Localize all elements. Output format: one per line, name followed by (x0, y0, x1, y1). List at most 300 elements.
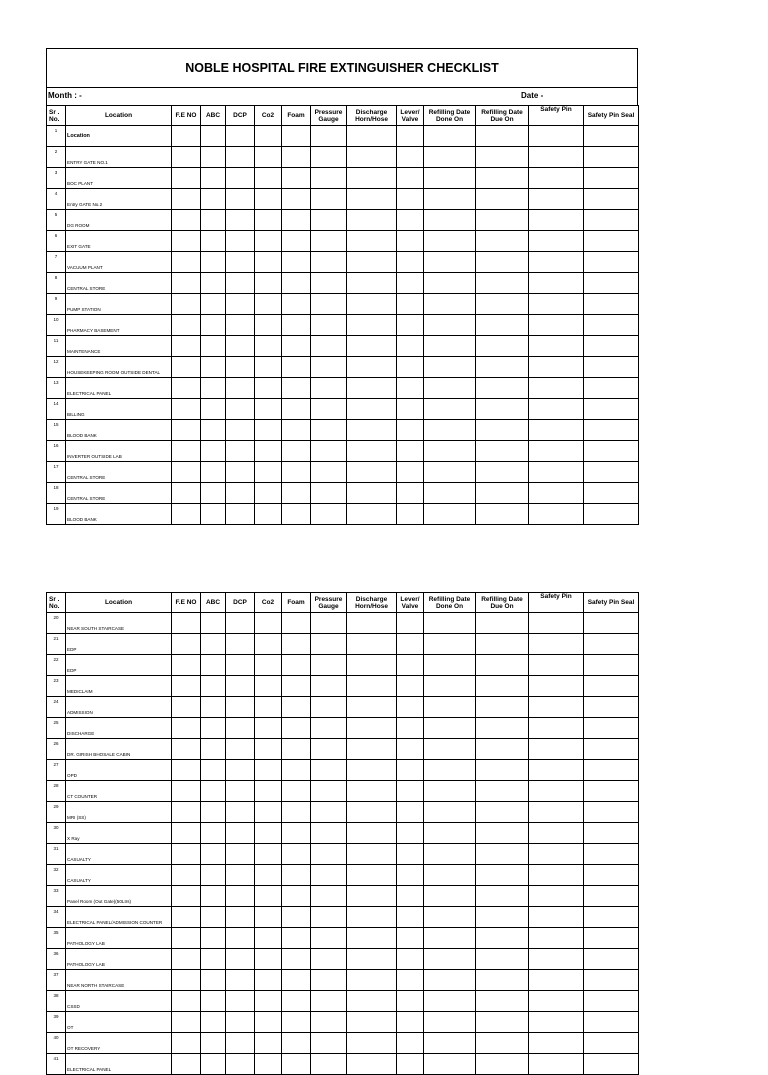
check-cell[interactable] (172, 655, 201, 676)
check-cell[interactable] (255, 399, 282, 420)
check-cell[interactable] (226, 420, 255, 441)
check-cell[interactable] (172, 483, 201, 504)
check-cell[interactable] (282, 949, 311, 970)
check-cell[interactable] (529, 970, 584, 991)
check-cell[interactable] (347, 336, 397, 357)
check-cell[interactable] (529, 210, 584, 231)
check-cell[interactable] (476, 823, 529, 844)
check-cell[interactable] (282, 399, 311, 420)
check-cell[interactable] (201, 231, 226, 252)
check-cell[interactable] (476, 949, 529, 970)
check-cell[interactable] (347, 760, 397, 781)
check-cell[interactable] (397, 168, 424, 189)
check-cell[interactable] (226, 718, 255, 739)
check-cell[interactable] (347, 483, 397, 504)
check-cell[interactable] (201, 294, 226, 315)
check-cell[interactable] (529, 613, 584, 634)
check-cell[interactable] (226, 168, 255, 189)
check-cell[interactable] (282, 483, 311, 504)
check-cell[interactable] (584, 336, 639, 357)
check-cell[interactable] (584, 252, 639, 273)
check-cell[interactable] (172, 210, 201, 231)
check-cell[interactable] (172, 1012, 201, 1033)
check-cell[interactable] (347, 1012, 397, 1033)
check-cell[interactable] (529, 802, 584, 823)
check-cell[interactable] (476, 739, 529, 760)
check-cell[interactable] (172, 991, 201, 1012)
check-cell[interactable] (226, 760, 255, 781)
check-cell[interactable] (226, 697, 255, 718)
check-cell[interactable] (347, 907, 397, 928)
check-cell[interactable] (584, 147, 639, 168)
check-cell[interactable] (282, 928, 311, 949)
check-cell[interactable] (584, 886, 639, 907)
check-cell[interactable] (584, 781, 639, 802)
check-cell[interactable] (282, 844, 311, 865)
check-cell[interactable] (255, 802, 282, 823)
check-cell[interactable] (424, 420, 476, 441)
check-cell[interactable] (529, 399, 584, 420)
check-cell[interactable] (424, 189, 476, 210)
check-cell[interactable] (529, 462, 584, 483)
check-cell[interactable] (311, 483, 347, 504)
check-cell[interactable] (424, 886, 476, 907)
check-cell[interactable] (397, 210, 424, 231)
check-cell[interactable] (397, 504, 424, 525)
check-cell[interactable] (255, 928, 282, 949)
check-cell[interactable] (311, 676, 347, 697)
check-cell[interactable] (347, 949, 397, 970)
check-cell[interactable] (311, 1054, 347, 1075)
check-cell[interactable] (584, 189, 639, 210)
check-cell[interactable] (529, 504, 584, 525)
check-cell[interactable] (282, 655, 311, 676)
check-cell[interactable] (282, 634, 311, 655)
check-cell[interactable] (255, 1054, 282, 1075)
check-cell[interactable] (397, 823, 424, 844)
check-cell[interactable] (311, 802, 347, 823)
check-cell[interactable] (172, 844, 201, 865)
check-cell[interactable] (476, 886, 529, 907)
check-cell[interactable] (397, 844, 424, 865)
check-cell[interactable] (347, 844, 397, 865)
check-cell[interactable] (255, 441, 282, 462)
check-cell[interactable] (584, 655, 639, 676)
check-cell[interactable] (226, 676, 255, 697)
check-cell[interactable] (584, 970, 639, 991)
check-cell[interactable] (226, 844, 255, 865)
check-cell[interactable] (584, 399, 639, 420)
check-cell[interactable] (201, 886, 226, 907)
check-cell[interactable] (584, 168, 639, 189)
check-cell[interactable] (311, 718, 347, 739)
check-cell[interactable] (476, 273, 529, 294)
check-cell[interactable] (201, 315, 226, 336)
check-cell[interactable] (424, 634, 476, 655)
check-cell[interactable] (255, 294, 282, 315)
check-cell[interactable] (311, 420, 347, 441)
check-cell[interactable] (311, 949, 347, 970)
check-cell[interactable] (172, 420, 201, 441)
check-cell[interactable] (201, 273, 226, 294)
check-cell[interactable] (172, 949, 201, 970)
check-cell[interactable] (255, 504, 282, 525)
check-cell[interactable] (226, 252, 255, 273)
check-cell[interactable] (584, 865, 639, 886)
check-cell[interactable] (424, 441, 476, 462)
check-cell[interactable] (172, 781, 201, 802)
check-cell[interactable] (424, 865, 476, 886)
check-cell[interactable] (397, 949, 424, 970)
check-cell[interactable] (226, 504, 255, 525)
check-cell[interactable] (311, 273, 347, 294)
check-cell[interactable] (201, 760, 226, 781)
check-cell[interactable] (397, 970, 424, 991)
check-cell[interactable] (201, 504, 226, 525)
check-cell[interactable] (172, 1033, 201, 1054)
check-cell[interactable] (424, 231, 476, 252)
check-cell[interactable] (226, 147, 255, 168)
check-cell[interactable] (201, 126, 226, 147)
check-cell[interactable] (172, 697, 201, 718)
check-cell[interactable] (201, 991, 226, 1012)
check-cell[interactable] (172, 189, 201, 210)
check-cell[interactable] (584, 991, 639, 1012)
check-cell[interactable] (347, 294, 397, 315)
check-cell[interactable] (529, 189, 584, 210)
check-cell[interactable] (255, 781, 282, 802)
check-cell[interactable] (311, 441, 347, 462)
check-cell[interactable] (226, 613, 255, 634)
check-cell[interactable] (226, 886, 255, 907)
check-cell[interactable] (424, 252, 476, 273)
check-cell[interactable] (529, 739, 584, 760)
check-cell[interactable] (397, 441, 424, 462)
check-cell[interactable] (529, 231, 584, 252)
check-cell[interactable] (282, 441, 311, 462)
check-cell[interactable] (172, 231, 201, 252)
check-cell[interactable] (584, 357, 639, 378)
check-cell[interactable] (311, 504, 347, 525)
check-cell[interactable] (172, 907, 201, 928)
check-cell[interactable] (201, 168, 226, 189)
check-cell[interactable] (529, 781, 584, 802)
check-cell[interactable] (397, 760, 424, 781)
check-cell[interactable] (226, 441, 255, 462)
check-cell[interactable] (255, 210, 282, 231)
check-cell[interactable] (172, 634, 201, 655)
check-cell[interactable] (311, 991, 347, 1012)
check-cell[interactable] (347, 634, 397, 655)
check-cell[interactable] (172, 462, 201, 483)
check-cell[interactable] (226, 907, 255, 928)
check-cell[interactable] (529, 252, 584, 273)
check-cell[interactable] (424, 928, 476, 949)
check-cell[interactable] (255, 970, 282, 991)
check-cell[interactable] (282, 739, 311, 760)
check-cell[interactable] (584, 1033, 639, 1054)
check-cell[interactable] (172, 739, 201, 760)
check-cell[interactable] (226, 802, 255, 823)
check-cell[interactable] (529, 949, 584, 970)
check-cell[interactable] (584, 613, 639, 634)
check-cell[interactable] (282, 718, 311, 739)
check-cell[interactable] (584, 378, 639, 399)
check-cell[interactable] (311, 886, 347, 907)
check-cell[interactable] (424, 907, 476, 928)
check-cell[interactable] (584, 294, 639, 315)
check-cell[interactable] (424, 147, 476, 168)
check-cell[interactable] (226, 823, 255, 844)
check-cell[interactable] (424, 462, 476, 483)
check-cell[interactable] (529, 1033, 584, 1054)
check-cell[interactable] (347, 991, 397, 1012)
check-cell[interactable] (424, 970, 476, 991)
check-cell[interactable] (172, 865, 201, 886)
check-cell[interactable] (255, 739, 282, 760)
check-cell[interactable] (584, 273, 639, 294)
check-cell[interactable] (397, 420, 424, 441)
check-cell[interactable] (529, 441, 584, 462)
check-cell[interactable] (476, 928, 529, 949)
check-cell[interactable] (397, 802, 424, 823)
check-cell[interactable] (226, 210, 255, 231)
check-cell[interactable] (201, 781, 226, 802)
check-cell[interactable] (311, 378, 347, 399)
check-cell[interactable] (529, 760, 584, 781)
check-cell[interactable] (282, 189, 311, 210)
check-cell[interactable] (311, 760, 347, 781)
check-cell[interactable] (424, 483, 476, 504)
check-cell[interactable] (476, 189, 529, 210)
check-cell[interactable] (476, 315, 529, 336)
check-cell[interactable] (172, 760, 201, 781)
check-cell[interactable] (282, 294, 311, 315)
check-cell[interactable] (424, 336, 476, 357)
check-cell[interactable] (172, 1054, 201, 1075)
check-cell[interactable] (282, 970, 311, 991)
check-cell[interactable] (529, 718, 584, 739)
check-cell[interactable] (529, 928, 584, 949)
check-cell[interactable] (424, 697, 476, 718)
check-cell[interactable] (424, 210, 476, 231)
check-cell[interactable] (476, 697, 529, 718)
check-cell[interactable] (347, 273, 397, 294)
check-cell[interactable] (476, 991, 529, 1012)
check-cell[interactable] (397, 147, 424, 168)
check-cell[interactable] (311, 823, 347, 844)
check-cell[interactable] (226, 865, 255, 886)
check-cell[interactable] (311, 844, 347, 865)
check-cell[interactable] (282, 697, 311, 718)
check-cell[interactable] (529, 483, 584, 504)
check-cell[interactable] (347, 613, 397, 634)
check-cell[interactable] (424, 676, 476, 697)
check-cell[interactable] (255, 378, 282, 399)
check-cell[interactable] (424, 655, 476, 676)
check-cell[interactable] (424, 1012, 476, 1033)
check-cell[interactable] (311, 252, 347, 273)
check-cell[interactable] (172, 357, 201, 378)
check-cell[interactable] (347, 1033, 397, 1054)
check-cell[interactable] (397, 483, 424, 504)
check-cell[interactable] (226, 126, 255, 147)
check-cell[interactable] (476, 634, 529, 655)
check-cell[interactable] (255, 865, 282, 886)
check-cell[interactable] (397, 781, 424, 802)
check-cell[interactable] (255, 147, 282, 168)
check-cell[interactable] (311, 336, 347, 357)
check-cell[interactable] (476, 147, 529, 168)
check-cell[interactable] (476, 907, 529, 928)
check-cell[interactable] (397, 357, 424, 378)
check-cell[interactable] (201, 655, 226, 676)
check-cell[interactable] (476, 168, 529, 189)
check-cell[interactable] (311, 168, 347, 189)
check-cell[interactable] (476, 420, 529, 441)
check-cell[interactable] (226, 294, 255, 315)
check-cell[interactable] (424, 781, 476, 802)
check-cell[interactable] (347, 189, 397, 210)
check-cell[interactable] (476, 1012, 529, 1033)
check-cell[interactable] (424, 739, 476, 760)
check-cell[interactable] (172, 252, 201, 273)
check-cell[interactable] (347, 315, 397, 336)
check-cell[interactable] (347, 147, 397, 168)
check-cell[interactable] (255, 823, 282, 844)
check-cell[interactable] (347, 420, 397, 441)
check-cell[interactable] (476, 802, 529, 823)
check-cell[interactable] (255, 718, 282, 739)
check-cell[interactable] (347, 231, 397, 252)
check-cell[interactable] (255, 231, 282, 252)
check-cell[interactable] (282, 315, 311, 336)
check-cell[interactable] (476, 210, 529, 231)
check-cell[interactable] (347, 718, 397, 739)
check-cell[interactable] (226, 970, 255, 991)
check-cell[interactable] (282, 504, 311, 525)
check-cell[interactable] (201, 1033, 226, 1054)
check-cell[interactable] (529, 865, 584, 886)
check-cell[interactable] (424, 357, 476, 378)
check-cell[interactable] (226, 462, 255, 483)
check-cell[interactable] (347, 886, 397, 907)
check-cell[interactable] (311, 126, 347, 147)
check-cell[interactable] (172, 294, 201, 315)
check-cell[interactable] (282, 357, 311, 378)
check-cell[interactable] (476, 231, 529, 252)
check-cell[interactable] (397, 315, 424, 336)
check-cell[interactable] (424, 802, 476, 823)
check-cell[interactable] (476, 441, 529, 462)
check-cell[interactable] (311, 613, 347, 634)
check-cell[interactable] (201, 907, 226, 928)
check-cell[interactable] (424, 1054, 476, 1075)
check-cell[interactable] (201, 462, 226, 483)
check-cell[interactable] (529, 991, 584, 1012)
check-cell[interactable] (201, 718, 226, 739)
check-cell[interactable] (172, 399, 201, 420)
check-cell[interactable] (172, 273, 201, 294)
check-cell[interactable] (476, 462, 529, 483)
check-cell[interactable] (311, 294, 347, 315)
check-cell[interactable] (397, 613, 424, 634)
check-cell[interactable] (584, 739, 639, 760)
check-cell[interactable] (282, 676, 311, 697)
check-cell[interactable] (201, 802, 226, 823)
check-cell[interactable] (282, 1054, 311, 1075)
check-cell[interactable] (397, 336, 424, 357)
check-cell[interactable] (172, 886, 201, 907)
check-cell[interactable] (347, 210, 397, 231)
check-cell[interactable] (397, 655, 424, 676)
check-cell[interactable] (424, 823, 476, 844)
check-cell[interactable] (226, 655, 255, 676)
check-cell[interactable] (172, 928, 201, 949)
check-cell[interactable] (584, 210, 639, 231)
check-cell[interactable] (311, 357, 347, 378)
check-cell[interactable] (584, 504, 639, 525)
check-cell[interactable] (311, 189, 347, 210)
check-cell[interactable] (311, 231, 347, 252)
check-cell[interactable] (529, 378, 584, 399)
check-cell[interactable] (397, 928, 424, 949)
check-cell[interactable] (201, 147, 226, 168)
check-cell[interactable] (476, 378, 529, 399)
check-cell[interactable] (584, 634, 639, 655)
check-cell[interactable] (255, 697, 282, 718)
check-cell[interactable] (424, 504, 476, 525)
check-cell[interactable] (347, 462, 397, 483)
check-cell[interactable] (282, 210, 311, 231)
check-cell[interactable] (397, 865, 424, 886)
check-cell[interactable] (424, 991, 476, 1012)
check-cell[interactable] (476, 865, 529, 886)
check-cell[interactable] (255, 420, 282, 441)
check-cell[interactable] (347, 399, 397, 420)
check-cell[interactable] (529, 315, 584, 336)
check-cell[interactable] (397, 294, 424, 315)
check-cell[interactable] (529, 844, 584, 865)
check-cell[interactable] (311, 210, 347, 231)
check-cell[interactable] (201, 739, 226, 760)
check-cell[interactable] (201, 949, 226, 970)
check-cell[interactable] (424, 315, 476, 336)
check-cell[interactable] (584, 315, 639, 336)
check-cell[interactable] (226, 189, 255, 210)
check-cell[interactable] (311, 739, 347, 760)
check-cell[interactable] (529, 420, 584, 441)
check-cell[interactable] (172, 126, 201, 147)
check-cell[interactable] (282, 168, 311, 189)
check-cell[interactable] (476, 252, 529, 273)
check-cell[interactable] (201, 613, 226, 634)
check-cell[interactable] (476, 126, 529, 147)
check-cell[interactable] (529, 357, 584, 378)
check-cell[interactable] (255, 315, 282, 336)
check-cell[interactable] (226, 991, 255, 1012)
check-cell[interactable] (255, 949, 282, 970)
check-cell[interactable] (476, 399, 529, 420)
check-cell[interactable] (226, 634, 255, 655)
check-cell[interactable] (347, 739, 397, 760)
check-cell[interactable] (201, 970, 226, 991)
check-cell[interactable] (529, 1012, 584, 1033)
check-cell[interactable] (347, 781, 397, 802)
check-cell[interactable] (172, 168, 201, 189)
check-cell[interactable] (397, 252, 424, 273)
check-cell[interactable] (347, 655, 397, 676)
